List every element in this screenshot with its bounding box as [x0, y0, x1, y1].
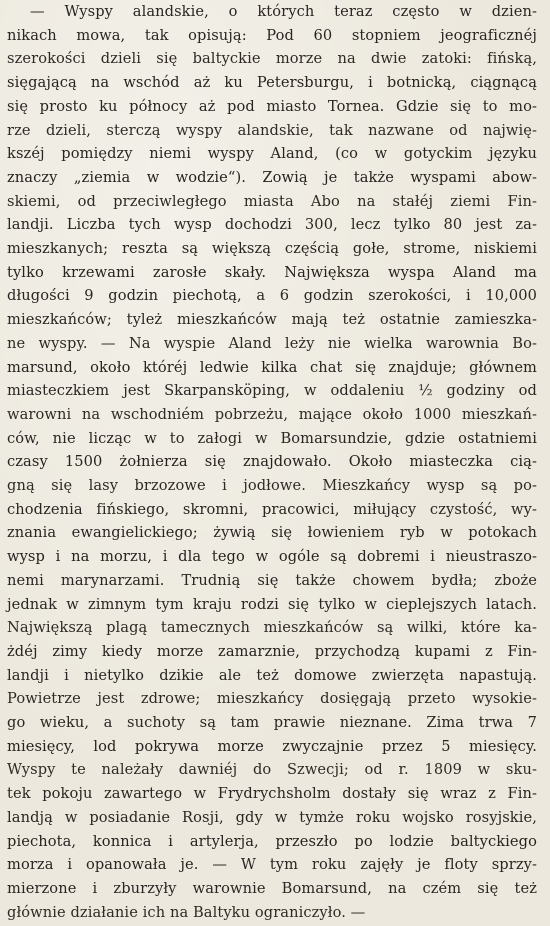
article-line: znania ewangielickiego; żywią się łowieniem ryb w potokach: [7, 524, 537, 542]
article-line: jednak w zimnym tym kraju rodzi się tylko w cieplejszych latach.: [7, 595, 537, 613]
article-line: mieszkańców; tyleż mieszkańców mają też ostatnie zamieszka-: [7, 311, 537, 329]
article-line: landją w posiadanie Rosji, gdy w tymże roku wojsko rosyjskie,: [7, 808, 537, 826]
article-line: landji. Liczba tych wysp dochodzi 300, lecz tylko 80 jest za-: [7, 216, 537, 234]
article-line: ne wyspy. — Na wyspie Aland leży nie wielka warownia Bo-: [7, 334, 537, 352]
article-line: — Wyspy alandskie, o których teraz często w dzien-: [30, 3, 537, 20]
article-line: sięgającą na wschód aż ku Petersburgu, i botnicką, ciągnącą: [7, 74, 537, 92]
article-line: morza i opanowała je. — W tym roku zajęły je floty sprzy-: [7, 856, 537, 874]
article-line: Wyspy te należały dawniéj do Szwecji; od r. 1809 w sku-: [7, 761, 537, 779]
article-line: nikach mowa, tak opisują: Pod 60 stopniem jeograficznéj: [7, 26, 537, 44]
article-line: landji i nietylko dzikie ale też domowe zwierzęta napastują.: [7, 666, 537, 684]
article-line: piechota, konnica i artylerja, przeszło po lodzie baltyckiego: [7, 832, 537, 850]
article-line: go wieku, a suchoty są tam prawie nieznane. Zima trwa 7: [7, 714, 537, 731]
article-line: mierzone i zburzyły warownie Bomarsund, na czém się też: [7, 879, 537, 897]
article-line: marsund, około któréj ledwie kilka chat się znajduje; głównem: [7, 358, 537, 376]
article-line: wysp i na morzu, i dla tego w ogóle są dobremi i nieustraszo-: [7, 548, 537, 566]
article-line: znaczy „ziemia w wodzie“). Zowią je także wyspami abow-: [7, 168, 537, 186]
article-line: skiemi, od przeciwległego miasta Abo na stałéj ziemi Fin-: [7, 192, 537, 210]
article-line: chodzenia fińskiego, skromni, pracowici, miłujący czystość, wy-: [7, 500, 537, 518]
article-line: mieszkanych; reszta są większą częścią gołe, strome, niskiemi: [7, 240, 537, 257]
article-line: Powietrze jest zdrowe; mieszkańcy dosięgają przeto wysokie-: [7, 690, 537, 708]
article-line: kszéj pomiędzy niemi wyspy Aland, (co w gotyckim języku: [7, 145, 537, 163]
article-line: tek pokoju zawartego w Frydrychsholm dostały się wraz z Fin-: [7, 785, 537, 803]
article-line: się prosto ku północy aż pod miasto Tornea. Gdzie się to mo-: [7, 97, 537, 115]
article-line: czasy 1500 żołnierza się znajdowało. Około miasteczka cią-: [7, 453, 537, 471]
article-line: ców, nie licząc w to załogi w Bomarsundzie, gdzie ostatniemi: [7, 429, 537, 447]
article-line: Największą plagą tamecznych mieszkańców są wilki, które ka-: [7, 619, 537, 637]
article-line: rze dzieli, sterczą wyspy alandskie, tak nazwane od najwię-: [7, 121, 537, 139]
article-line: długości 9 godzin piechotą, a 6 godzin szerokości, i 10,000: [7, 287, 537, 305]
article-line: nemi marynarzami. Trudnią się także chowem bydła; zboże: [7, 571, 537, 589]
article-line: gną się lasy brzozowe i jodłowe. Mieszkańcy wysp są po-: [7, 477, 537, 494]
article-line: żdéj zimy kiedy morze zamarznie, przychodzą kupami z Fin-: [7, 642, 537, 660]
article-line: miesięcy, lod pokrywa morze zwyczajnie przez 5 miesięcy.: [7, 737, 537, 755]
article-line: miasteczkiem jest Skarpansköping, w oddaleniu ½ godziny od: [7, 382, 537, 400]
article-line: głównie działanie ich na Baltyku ograniczyło. —: [7, 903, 366, 921]
article-line: tylko krzewami zarosłe skały. Największa wyspa Aland ma: [7, 263, 537, 281]
article-line: warowni na wschodniém pobrzeżu, mające około 1000 mieszkań-: [7, 405, 537, 423]
article-line: szerokości dzieli się baltyckie morze na dwie zatoki: fińską,: [7, 50, 537, 68]
